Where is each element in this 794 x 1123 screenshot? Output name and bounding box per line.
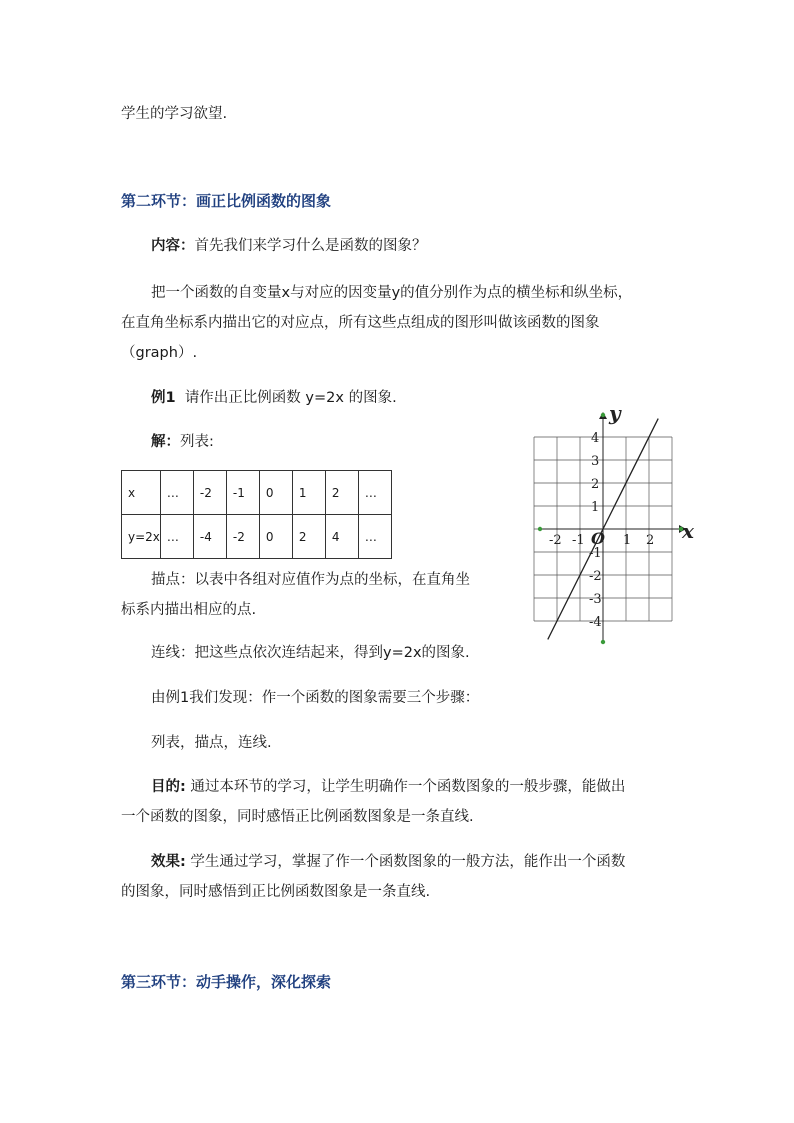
solution-line (151, 432, 214, 452)
connect-text: 连线：把这些点依次连结起来，得到y=2x的图象. (151, 645, 470, 661)
table-cell: … (358, 515, 391, 559)
table-cell: 0 (259, 471, 292, 515)
y-axis-bottom-end (601, 640, 605, 644)
table-cell: … (358, 471, 391, 515)
x-tick-label: -1 (572, 533, 585, 548)
table-row (122, 515, 392, 559)
y-tick-label: -1 (589, 546, 602, 561)
content-label: 内容： (151, 238, 195, 254)
purpose-line-2: 一个函数的图象，同时感悟正比例函数图象是一条直线. (121, 809, 474, 825)
section2-heading: 第二环节：画正比例函数的图象 (121, 192, 332, 210)
x-tick-label: 1 (623, 533, 632, 548)
y-tick-label: -2 (589, 569, 602, 584)
effect-text: 学生通过学习，掌握了作一个函数图象的一般方法，能作出一个函数 (190, 854, 626, 870)
x-axis-label: x (682, 519, 694, 543)
table-cell: -1 (226, 471, 259, 515)
table-cell: -4 (193, 515, 226, 559)
x-axis-left-end (538, 527, 542, 531)
y-tick-label: 2 (591, 477, 600, 492)
table-cell: -2 (193, 471, 226, 515)
table-cell: … (160, 471, 193, 515)
table-cell: 2 (292, 515, 325, 559)
table-cell: x (122, 471, 161, 515)
content-paragraph (151, 236, 427, 256)
x-tick-label: -2 (549, 533, 562, 548)
table-cell: 2 (325, 471, 358, 515)
axes (538, 401, 695, 644)
purpose-label: 目的: (151, 779, 186, 795)
purpose-text: 通过本环节的学习，让学生明确作一个函数图象的一般步骤，能做出 (190, 779, 626, 795)
effect-line-1 (151, 852, 625, 872)
y-tick-label: 3 (591, 454, 600, 469)
solution-text: 列表: (180, 434, 214, 450)
example-label: 例1 (151, 390, 176, 406)
solution-label: 解： (151, 434, 180, 450)
section3-heading: 第三环节：动手操作，深化探索 (121, 973, 332, 991)
finding-text: 由例1我们发现：作一个函数的图象需要三个步骤： (151, 690, 480, 706)
y-axis-top-end (601, 413, 605, 417)
steps-text: 列表，描点，连线. (151, 735, 272, 751)
y-tick-label: -4 (589, 615, 602, 630)
plot-line-1: 描点：以表中各组对应值作为点的坐标，在直角坐 (151, 572, 470, 588)
plot-line-2: 标系内描出相应的点. (121, 602, 257, 618)
value-table (121, 470, 392, 559)
function-graph (532, 390, 702, 660)
y-tick-label: 4 (591, 431, 600, 446)
content-text: 首先我们来学习什么是函数的图象？ (194, 238, 427, 254)
table-cell: y=2x (122, 515, 161, 559)
y-tick-label: -3 (589, 592, 602, 607)
y-axis-label: y (609, 401, 621, 425)
table-cell: -2 (226, 515, 259, 559)
effect-label: 效果: (151, 854, 186, 870)
origin-label: O (591, 529, 605, 548)
table-cell: … (160, 515, 193, 559)
x-tick-label: 2 (646, 533, 655, 548)
table-cell: 1 (292, 471, 325, 515)
definition-line-1: 把一个函数的自变量x与对应的因变量y的值分别作为点的横坐标和纵坐标， (151, 285, 633, 301)
y-tick-label: 1 (591, 500, 600, 515)
table-cell: 4 (325, 515, 358, 559)
table-cell: 0 (259, 515, 292, 559)
definition-line-2: 在直角坐标系内描出它的对应点，所有这些点组成的图形叫做该函数的图象 (121, 315, 600, 331)
definition-line-3: （graph）. (121, 345, 198, 361)
intro-tail: 学生的学习欲望. (121, 106, 228, 122)
example-1 (151, 388, 397, 408)
table-row (122, 471, 392, 515)
example-text: 请作出正比例函数 y=2x 的图象. (184, 390, 397, 406)
purpose-line-1 (151, 777, 625, 797)
effect-line-2: 的图象，同时感悟到正比例函数图象是一条直线. (121, 884, 431, 900)
